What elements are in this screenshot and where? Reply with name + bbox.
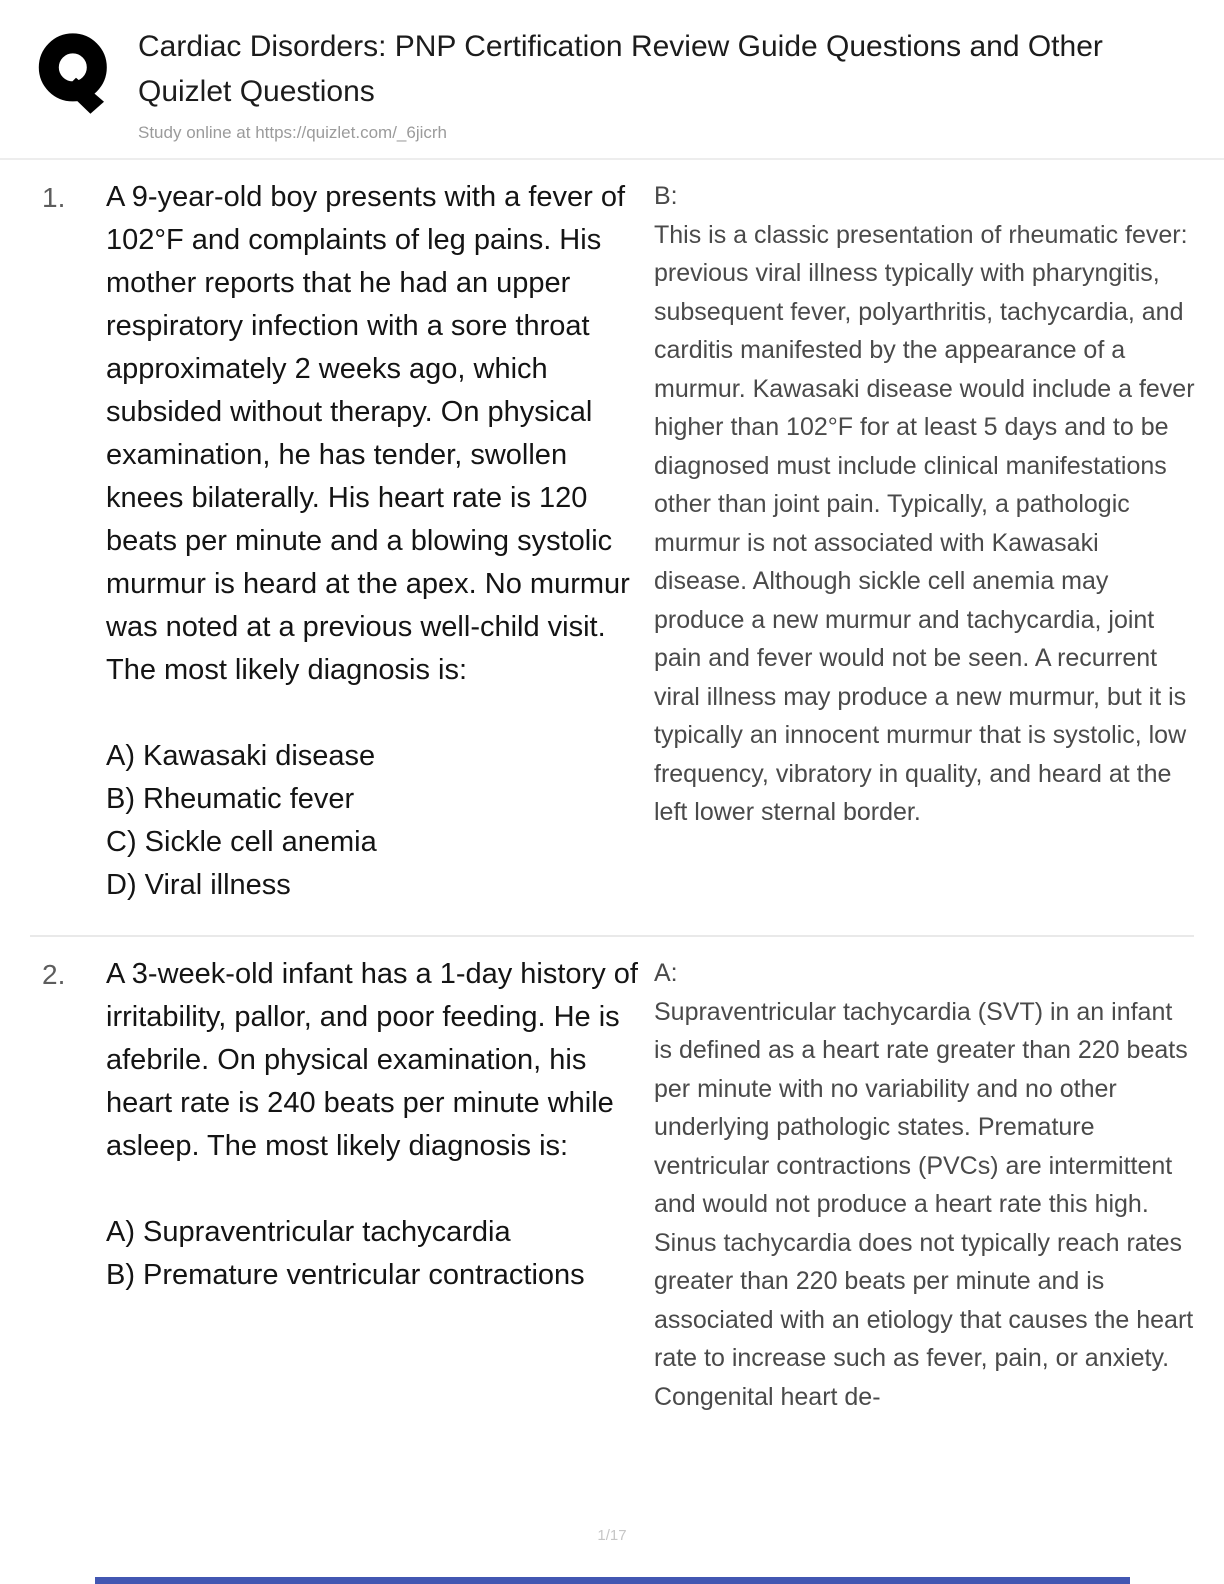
- question-text: A 9-year-old boy presents with a fever of 102°F and complaints of leg pains. His mother reports that he had an upper respiratory infection with a sore throat approximately 2 weeks ago, which subsided without therapy. On physical examination, he has tender, swollen knees bilaterally. His heart rate is 120 beats per minute and a blowing systolic murmur is heard at the apex. No murmur was noted at a previous well-child visit. The most likely diagnosis is:: [106, 181, 630, 686]
- answer-column: [654, 176, 1196, 907]
- question-text: A 3-week-old infant has a 1-day history of irritability, pallor, and poor feeding. He is afebrile. On physical examination, his heart rate is 240 beats per minute while asleep. The most likely diagnosis is:: [106, 958, 638, 1162]
- answer-explanation: This is a classic presentation of rheumatic fever: previous viral illness typically with pharyngitis, subsequent fever, polyarthritis, tachycardia, and carditis manifested by the appearance of a murmur. Kawasaki disease would include a fever higher than 102°F for at least 5 days and to be diagnosed must include clinical manifestations other than joint pain. Typically, a pathologic murmur is not associated with Kawasaki disease. Although sickle cell anemia may produce a new murmur and tachycardia, joint pain and fever would not be seen. A recurrent viral illness may produce a new murmur, but it is typically an innocent murmur that is systolic, low frequency, vibratory in quality, and heard at the left lower sternal border.: [654, 220, 1195, 826]
- answer-option-a: A) Kawasaki disease: [106, 740, 376, 772]
- study-online-link: Study online at https://quizlet.com/_6jicrh: [138, 123, 447, 142]
- page-header: [0, 0, 1224, 143]
- question-number: 2.: [42, 959, 66, 990]
- question-column: [106, 176, 644, 907]
- answer-explanation: Supraventricular tachycardia (SVT) in an infant is defined as a heart rate greater than 220 beats per minute with no variability and no other underlying pathologic states. Premature ventricular contractions (PVCs) are intermittent and would not produce a heart rate this high. Sinus tachycardia does not typically reach rates greater than 220 beats per minute and is associated with an etiology that causes the heart rate to increase such as fever, pain, or anxiety. Congenital heart de-: [654, 997, 1194, 1411]
- answer-option-a: A) Supraventricular tachycardia: [106, 1216, 511, 1248]
- answer-letter: B:: [654, 182, 678, 210]
- answer-column: [654, 953, 1196, 1416]
- answer-option-b: B) Premature ventricular contractions: [106, 1259, 585, 1291]
- answer-option-c: C) Sickle cell anemia: [106, 826, 377, 858]
- question-column: [106, 953, 644, 1416]
- quizlet-logo-icon: [36, 30, 116, 121]
- question-answer-row-1: [0, 160, 1224, 907]
- answer-letter: A:: [654, 959, 678, 987]
- question-number: 1.: [42, 182, 66, 213]
- page-indicator: 1/17: [597, 1527, 627, 1544]
- answer-options-list: [106, 735, 644, 907]
- answer-option-d: D) Viral illness: [106, 869, 291, 901]
- answer-options-list: [106, 1211, 644, 1297]
- question-answer-row-2: [0, 937, 1224, 1416]
- answer-option-b: B) Rheumatic fever: [106, 783, 355, 815]
- header-text-block: [138, 24, 1194, 143]
- footer-accent-bar: [95, 1577, 1130, 1584]
- document-title: Cardiac Disorders: PNP Certification Review Guide Questions and Other Quizlet Questions: [138, 30, 1103, 108]
